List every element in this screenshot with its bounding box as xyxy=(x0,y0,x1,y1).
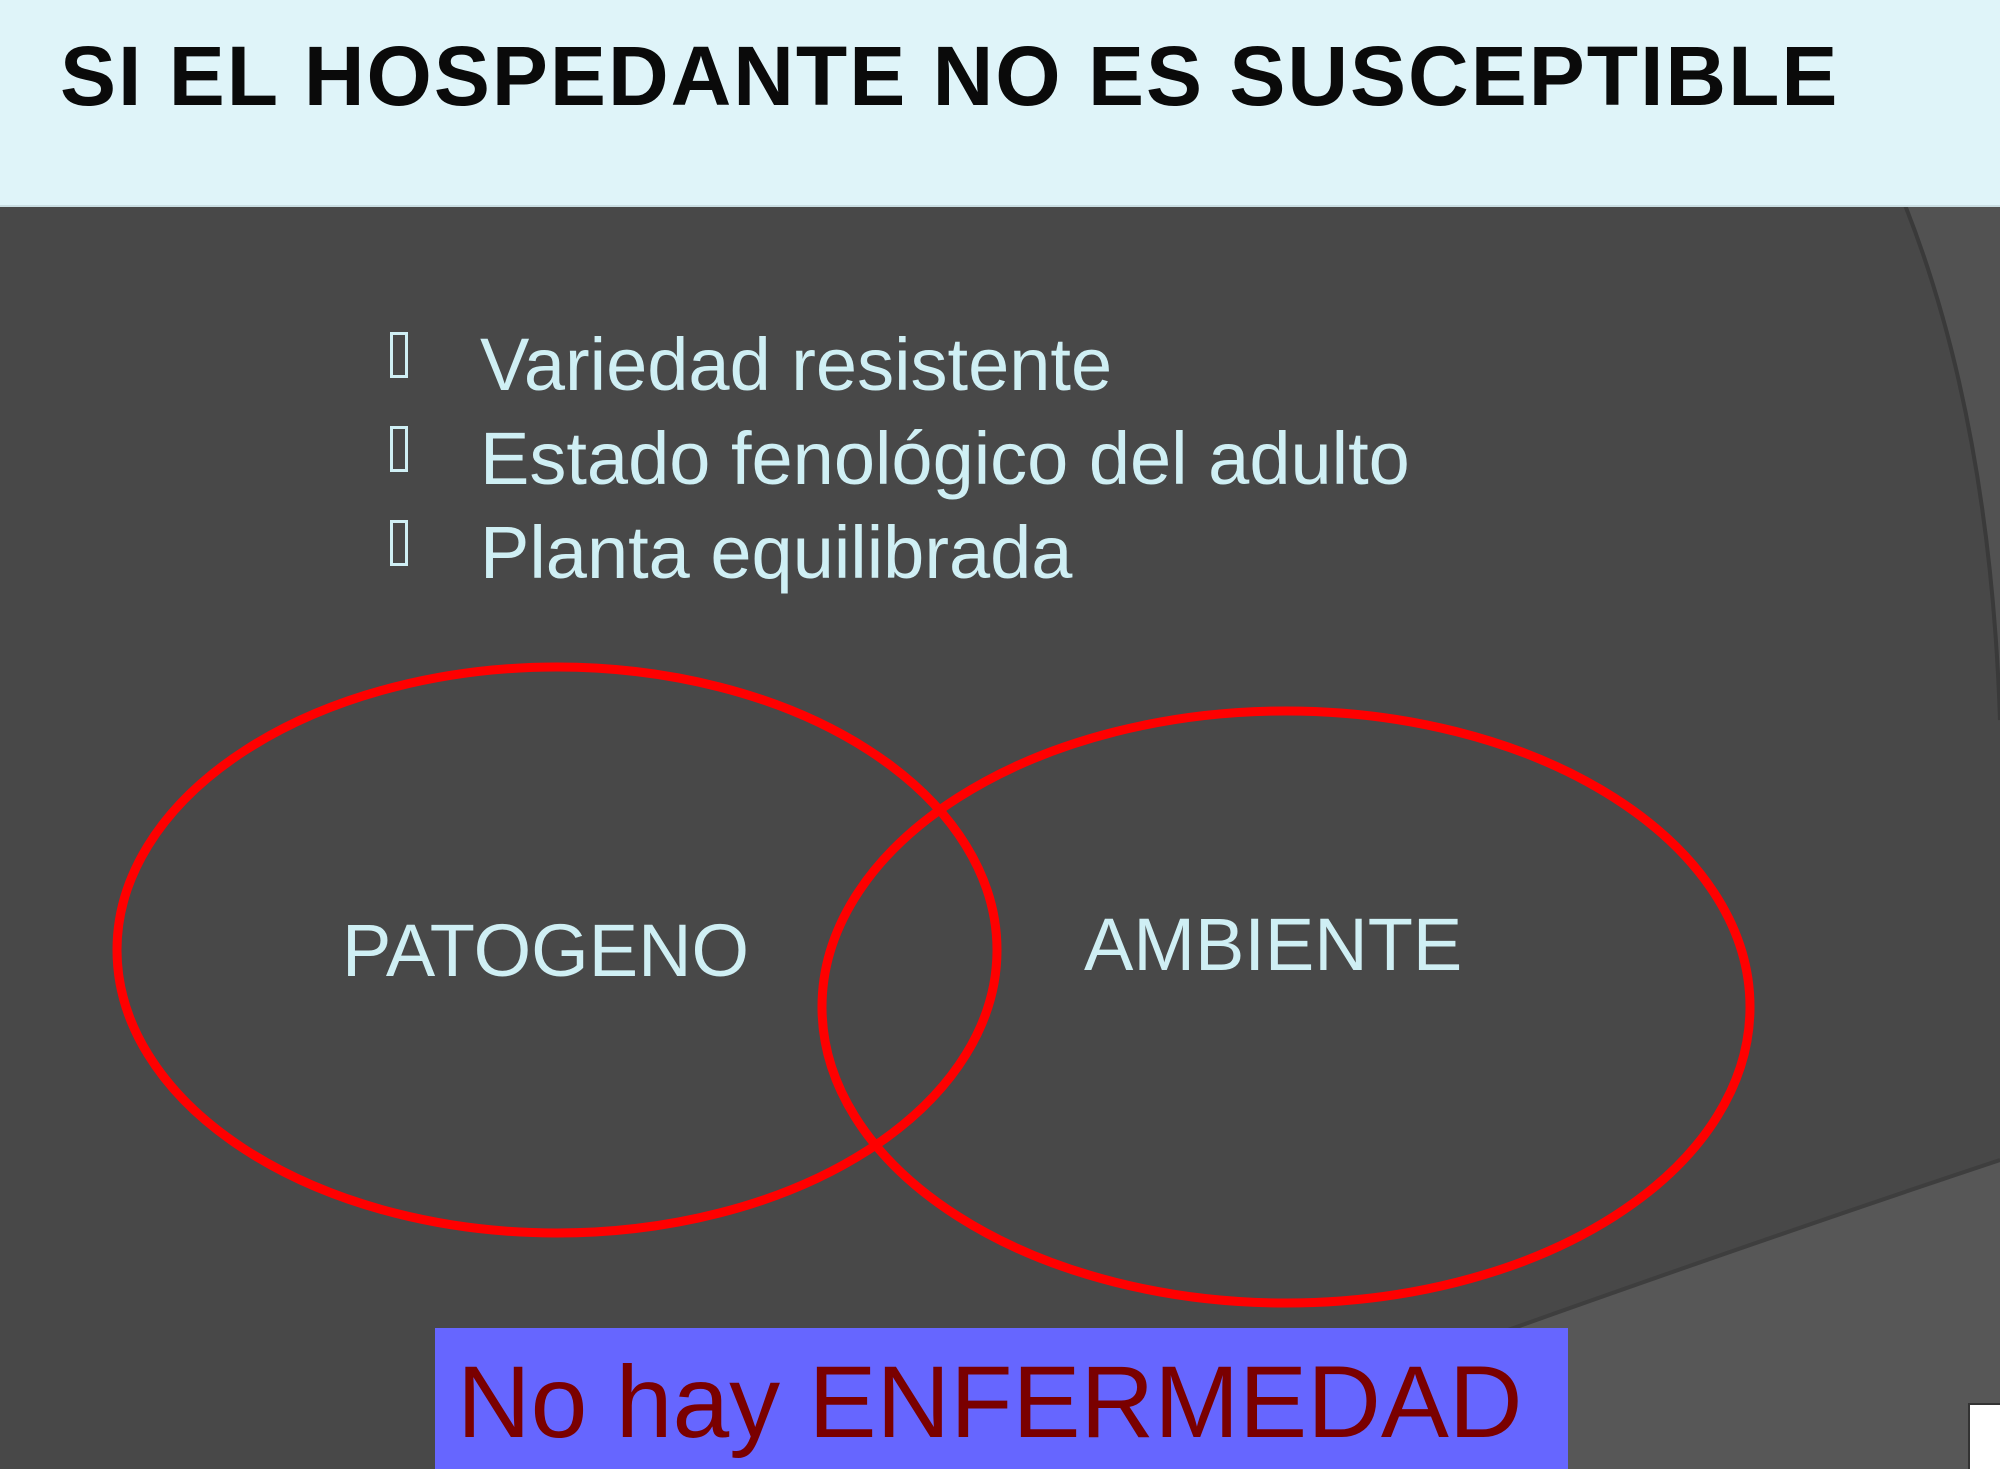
patogeno-label: PATOGENO xyxy=(342,909,750,992)
corner-box xyxy=(1968,1403,2000,1469)
ambiente-label: AMBIENTE xyxy=(1084,903,1463,986)
result-text: No hay ENFERMEDAD xyxy=(457,1345,1523,1459)
slide-title: SI EL HOSPEDANTE NO ES SUSCEPTIBLE xyxy=(60,29,1840,123)
bullet-text: Planta equilibrada xyxy=(480,511,1073,594)
bullet-text: Variedad resistente xyxy=(480,323,1113,406)
result-box xyxy=(435,1328,1568,1469)
ambiente-circle xyxy=(822,711,1750,1303)
bullet-text: Estado fenológico del adulto xyxy=(480,417,1410,500)
